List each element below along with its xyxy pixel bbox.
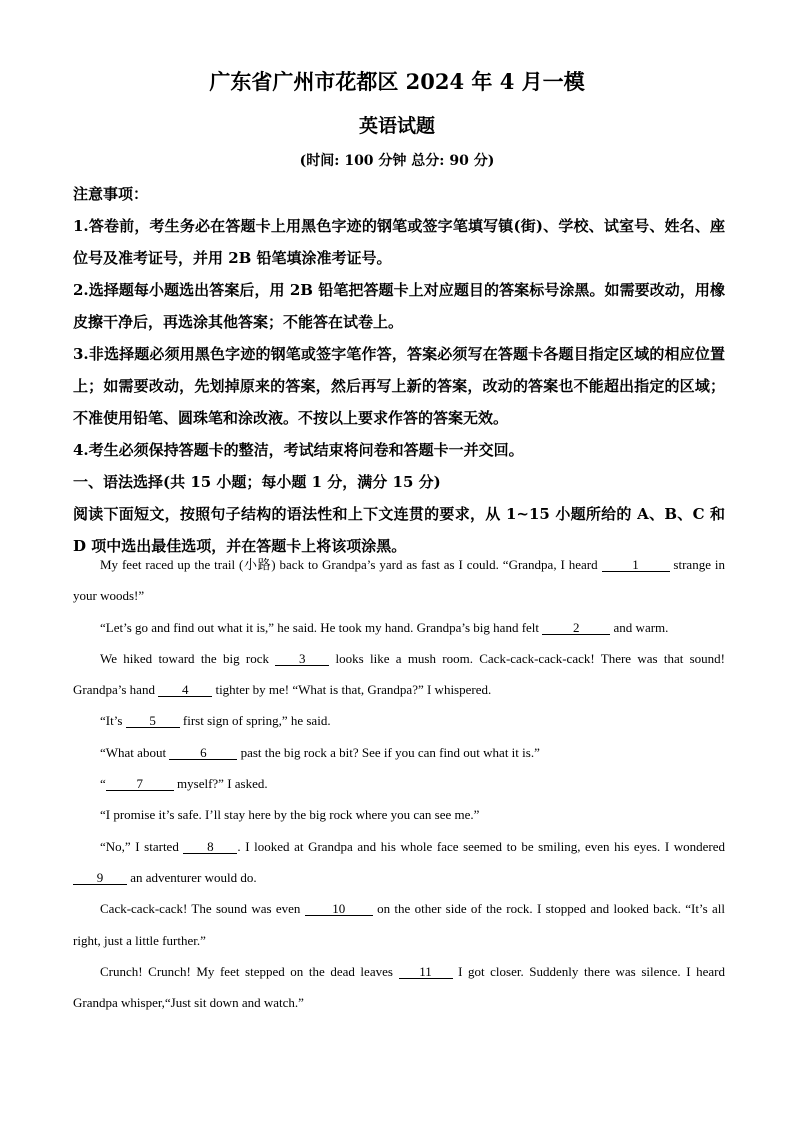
note-item: 3.非选择题必须用黑色字迹的钢笔或签字笔作答，答案必须写在答题卡各题目指定区域的相应位置上；如需要改动，先划掉原来的答案，然后再写上新的答案，改动的答案也不能超出指定的区域；不准使用铅笔、圆珠笔和涂改液。不按以上要求作答的答案无效。	[73, 345, 725, 427]
paragraph-text: an adventurer would do.	[127, 869, 257, 885]
reading-passage	[73, 549, 725, 1018]
answer-blank: 4	[158, 683, 212, 697]
subject-title: 英语试题	[358, 115, 435, 137]
answer-blank: 3	[275, 652, 329, 666]
passage-paragraph	[73, 831, 725, 894]
section-instruction: 阅读下面短文，按照句子结构的语法性和上下文连贯的要求，从 1~15 小题所给的 A、B、C 和 D 项中选出最佳选项，并在答题卡上将该项涂黑。	[73, 505, 725, 555]
paragraph-text: tighter by me! “What is that, Grandpa?” I whispered.	[212, 682, 492, 698]
answer-blank: 6	[169, 746, 237, 760]
passage-paragraph	[73, 549, 725, 612]
paragraph-text: first sign of spring,” he said.	[179, 713, 331, 729]
exam-title: 广东省广州市花都区 2024 年 4 月一模	[209, 69, 585, 94]
paragraph-text: We hiked toward the big rock	[100, 650, 276, 666]
answer-blank: 9	[73, 871, 127, 885]
answer-blank: 11	[399, 965, 453, 979]
paragraph-text: Cack-cack-cack! The sound was even	[100, 901, 305, 917]
passage-paragraph	[73, 799, 725, 830]
paragraph-text: “What about	[100, 744, 170, 760]
paragraph-text: on the other side of the rock. I stopped and looked back. “It’s all right, just a little further.”	[73, 901, 725, 948]
passage-paragraph	[73, 956, 725, 1019]
paragraph-text: Crunch! Crunch! My feet stepped on the dead leaves	[100, 963, 399, 979]
note-item: 1.答卷前，考生务必在答题卡上用黑色字迹的钢笔或签字笔填写镇(街)、学校、试室号、姓名、座位号及准考证号，并用 2B 铅笔填涂准考证号。	[73, 217, 725, 267]
paragraph-text: “I promise it’s safe. I’ll stay here by the big rock where you can see me.”	[100, 807, 480, 823]
paragraph-text: . I looked at Grandpa and his whole face seemed to be smiling, even his eyes. I wondered	[237, 838, 725, 854]
answer-blank: 5	[126, 714, 180, 728]
passage-paragraph	[73, 737, 725, 768]
paragraph-text: strange in your woods!”	[73, 557, 725, 604]
answer-blank: 8	[183, 840, 237, 854]
paragraph-text: “Let’s go and find out what it is,” he said. He took my hand. Grandpa’s big hand felt	[100, 619, 543, 635]
passage-paragraph	[73, 643, 725, 706]
paragraph-text: myself?” I asked.	[173, 776, 268, 792]
notes-heading: 注意事项：	[73, 185, 149, 203]
paragraph-text: “No,” I started	[100, 838, 184, 854]
paragraph-text: and warm.	[610, 619, 669, 635]
note-item: 4.考生必须保持答题卡的整洁，考试结束将问卷和答题卡一并交回。	[73, 441, 524, 459]
passage-paragraph	[73, 705, 725, 736]
passage-paragraph	[73, 768, 725, 799]
time-info: (时间: 100 分钟 总分: 90 分)	[299, 153, 495, 169]
answer-blank: 7	[106, 777, 174, 791]
passage-paragraph	[73, 612, 725, 643]
notes-section	[73, 178, 725, 562]
passage-paragraph	[73, 893, 725, 956]
answer-blank: 2	[542, 621, 610, 635]
paragraph-text: past the big rock a bit? See if you can find out what it is.”	[237, 744, 540, 760]
section-heading: 一、语法选择(共 15 小题；每小题 1 分，满分 15 分)	[73, 473, 441, 491]
paragraph-text: My feet raced up the trail (小路) back to Grandpa’s yard as fast as I could. “Grandpa, I heard	[100, 557, 602, 572]
paragraph-text: “	[100, 776, 106, 792]
paragraph-text: “It’s	[100, 713, 126, 729]
answer-blank: 10	[305, 902, 373, 916]
paragraph-text: looks like a mush room. Cack-cack-cack-cack! There was that sound! Grandpa’s hand	[73, 650, 725, 698]
answer-blank: 1	[602, 558, 670, 572]
note-item: 2.选择题每小题选出答案后，用 2B 铅笔把答题卡上对应题目的答案标号涂黑。如需要改动，用橡皮擦干净后，再选涂其他答案；不能答在试卷上。	[73, 281, 725, 331]
paragraph-text: I got closer. Suddenly there was silence. I heard Grandpa whisper,“Just sit down and watch.”	[73, 963, 725, 1011]
